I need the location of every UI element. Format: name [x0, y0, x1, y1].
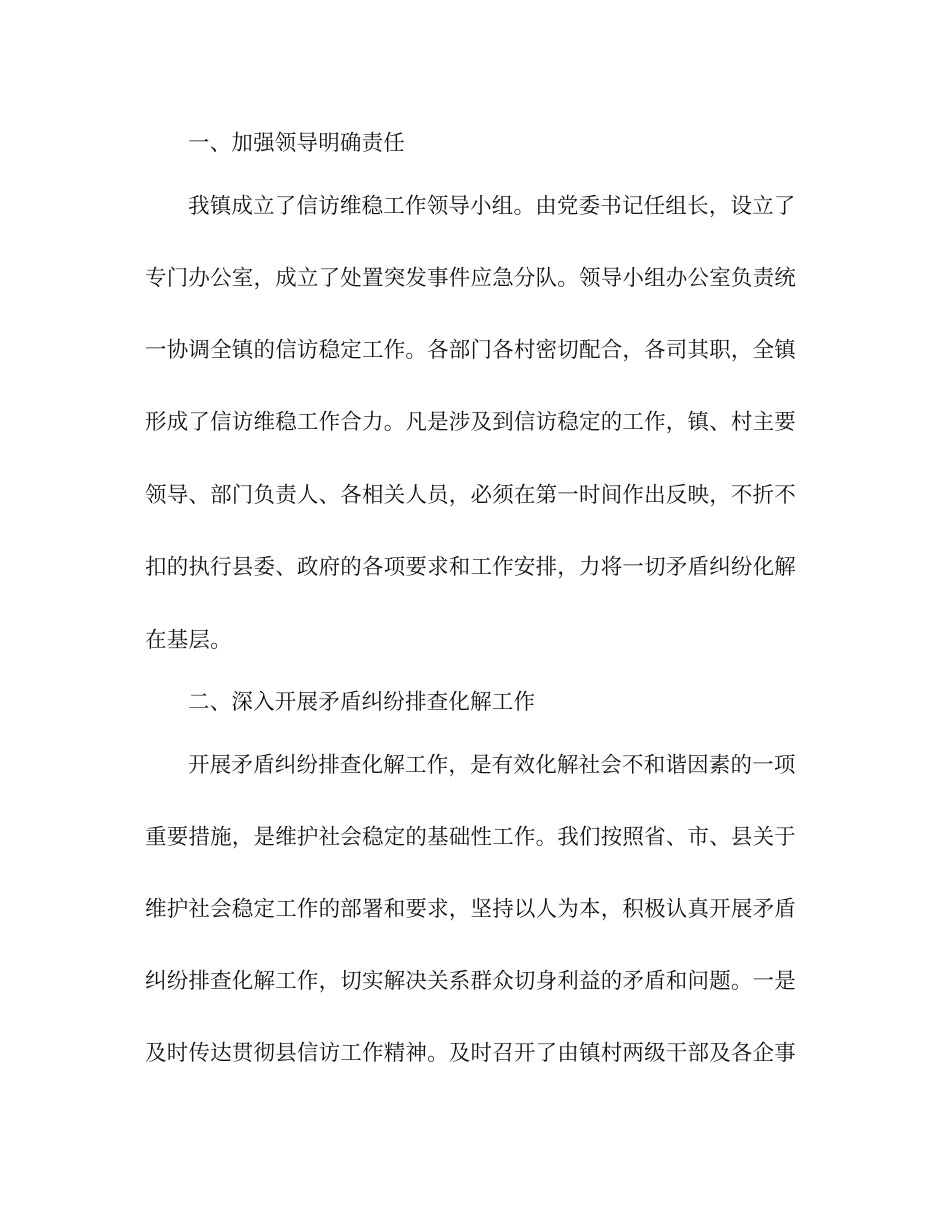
- paragraph-line: 及时传达贯彻县信访工作精神。及时召开了由镇村两级干部及各企事: [145, 1041, 797, 1066]
- paragraph-line: 重要措施，是维护社会稳定的基础性工作。我们按照省、市、县关于: [145, 825, 797, 850]
- paragraph-line: 扣的执行县委、政府的各项要求和工作安排，力将一切矛盾纠纷化解: [145, 555, 797, 580]
- section-heading-1: 一、加强领导明确责任: [188, 131, 406, 156]
- paragraph-line: 我镇成立了信访维稳工作领导小组。由党委书记任组长，设立了: [188, 194, 796, 219]
- paragraph-line: 维护社会稳定工作的部署和要求，坚持以人为本，积极认真开展矛盾: [145, 897, 797, 922]
- paragraph-line: 开展矛盾纠纷排查化解工作，是有效化解社会不和谐因素的一项: [188, 753, 796, 778]
- section-heading-2: 二、深入开展矛盾纠纷排查化解工作: [188, 690, 536, 715]
- paragraph-line: 一协调全镇的信访稳定工作。各部门各村密切配合，各司其职，全镇: [145, 338, 797, 363]
- paragraph-line: 领导、部门负责人、各相关人员，必须在第一时间作出反映，不折不: [145, 483, 797, 508]
- paragraph-line: 专门办公室，成立了处置突发事件应急分队。领导小组办公室负责统: [145, 266, 797, 291]
- paragraph-line: 形成了信访维稳工作合力。凡是涉及到信访稳定的工作，镇、村主要: [145, 410, 797, 435]
- paragraph-line: 纠纷排查化解工作，切实解决关系群众切身利益的矛盾和问题。一是: [145, 969, 797, 994]
- paragraph-line: 在基层。: [145, 628, 232, 653]
